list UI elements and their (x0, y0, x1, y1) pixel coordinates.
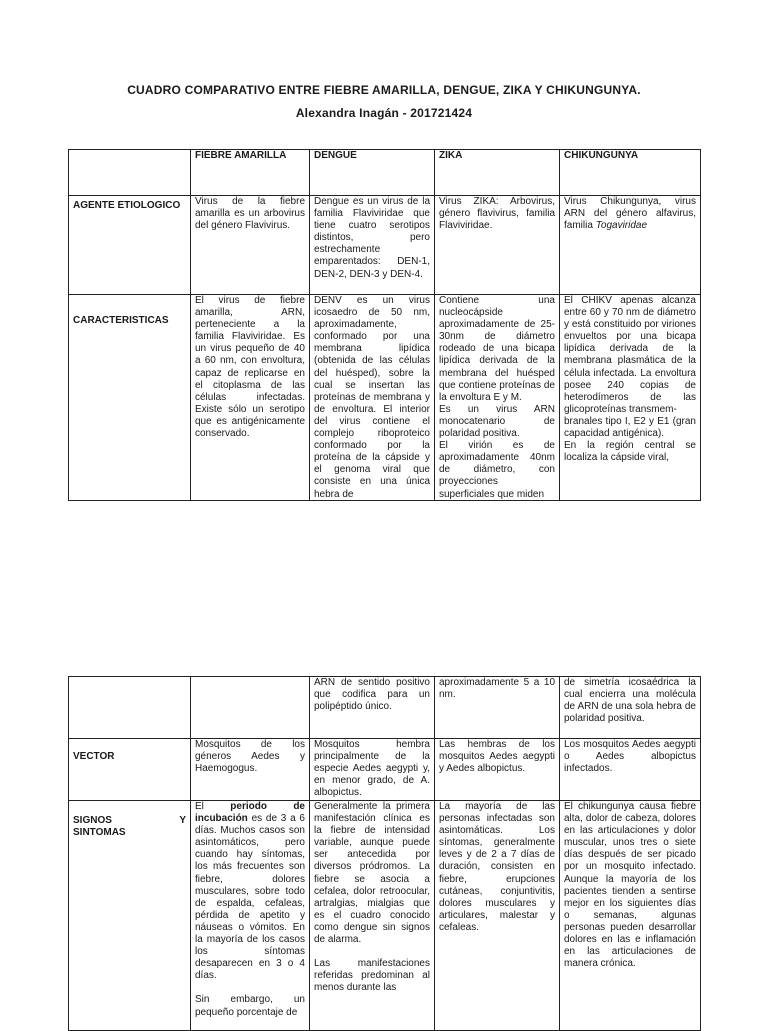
signos-label-line2: SINTOMAS (73, 827, 126, 839)
fiebre-signos-wrap (195, 801, 305, 1029)
chik-caracteristicas-p1: El CHIKV apenas alcanza entre 60 y 70 nm de diámetro y está constituido por viriones envueltos por una bicapa lipídica derivada de la membrana plasmática de la célula infectada. La envoltura posee 240 copias de heterodímeros de las glicoproteínas transmem- (564, 295, 696, 415)
cell-cont-label (69, 677, 191, 739)
cell-vector-chikungunya: Los mosquitos Aedes aegypti o Aedes albopictus infectados. (560, 739, 701, 801)
fiebre-signos-post: es de 3 a 6 días. Muchos casos son asintomáticos, pero cuando hay síntomas, los más frecuentes son fiebre, dolores musculares, sobre todo de espalda, cefaleas, pérdida de apetito y náuseas o vómitos. En la mayoría de los casos los síntomas desaparecen en 3 o 4 días. (195, 813, 305, 982)
zika-signos-text: La mayoría de las personas infectadas son asintomáticas. Los síntomas, generalmente leves y de 2 a 7 días de duración, consisten en fiebre, erupciones cutáneas, conjuntivitis, dolores musculares y articulares, malestar y cefaleas. (439, 801, 555, 933)
cell-agente-chikungunya (560, 196, 701, 295)
row-vector (69, 739, 701, 801)
zika-caracteristicas-p2: Es un virus ARN monocatenario de polaridad positiva. (439, 403, 555, 440)
row-agente-etiologico (69, 196, 701, 295)
row-label-signos (69, 801, 191, 1031)
chik-caracteristicas-wrap (564, 295, 696, 499)
dengue-signos-wrap (314, 801, 430, 1029)
header-empty-cell (69, 150, 191, 196)
document-author: Alexandra Inagán - 201721424 (295, 106, 473, 120)
fiebre-signos-p2: Sin embargo, un pequeño porcentaje de (195, 994, 305, 1018)
paragraph-gap (314, 946, 430, 958)
zika-caracteristicas-p3: El virión es de aproximadamente 40nm de diámetro, con proyecciones superficiales que miden (439, 440, 555, 499)
comparison-table-page-1 (68, 149, 701, 501)
signos-label-line1: SIGNOS Y (73, 815, 186, 826)
fiebre-signos-p1 (195, 801, 305, 982)
header-fiebre-amarilla: FIEBRE AMARILLA (191, 150, 310, 196)
cell-caracteristicas-zika (435, 295, 560, 501)
cell-signos-chikungunya (560, 801, 701, 1031)
cell-vector-fiebre: Mosquitos de los géneros Aedes y Haemogogus. (191, 739, 310, 801)
document-title: CUADRO COMPARATIVO ENTRE FIEBRE AMARILLA, DENGUE, ZIKA Y CHIKUNGUNYA. (127, 83, 641, 97)
cell-agente-zika: Virus ZIKA: Arbovirus, género flavivirus, familia Flaviviridae. (435, 196, 560, 295)
fiebre-signos-pre: El (195, 801, 231, 812)
row-continuacion (69, 677, 701, 739)
header-zika: ZIKA (435, 150, 560, 196)
dengue-signos-p1: Generalmente la primera manifestación clínica es la fiebre de intensidad variable, aunque puede ser antecedida por diversos pródromos. La fiebre se asocia a cefalea, dolor retroocular, artralgias, mialgias que es el cuadro conocido como dengue sin signos de alarma. (314, 801, 430, 946)
cell-agente-dengue: Dengue es un virus de la familia Flaviviridae que tiene cuatro serotipos distintos, pero estrechamente emparentados: DEN-1, DEN-2, DEN-3 y DEN-4. (310, 196, 435, 295)
row-label-caracteristicas (69, 295, 191, 501)
dengue-caracteristicas-text: DENV es un virus icosaedro de 50 nm, aproximadamente, conformado por una membrana lipídica (obtenida de las células del huésped), sobre la cual se insertan las proteínas de membrana y de envoltura. El interior del virus contiene el complejo riboproteico conformado por la proteína de la cápside y el genoma viral que consiste en una única hebra de (314, 295, 430, 499)
row-label-vector: VECTOR (69, 739, 191, 801)
cell-cont-fiebre (191, 677, 310, 739)
cell-caracteristicas-fiebre: El virus de fiebre amarilla, ARN, perteneciente a la familia Flaviviridae. Es un virus pequeño de 40 a 60 nm, con envoltura, capaz de replicarse en el citoplasma de las células infectadas. Existe sólo un serotipo que es antigénicamente conservado. (191, 295, 310, 501)
cell-caracteristicas-dengue (310, 295, 435, 501)
cell-signos-dengue (310, 801, 435, 1031)
cell-vector-dengue: Mosquitos hembra principalmente de la especie Aedes aegypti y, en menor grado, de A. albopictus. (310, 739, 435, 801)
header-dengue: DENGUE (310, 150, 435, 196)
row-caracteristicas (69, 295, 701, 501)
comparison-table-page-2 (68, 676, 701, 1031)
chik-caracteristicas-p2: branales tipo I, E2 y E1 (gran capacidad antigénica). (564, 415, 696, 440)
zika-caracteristicas-wrap (439, 295, 555, 499)
cell-caracteristicas-chikungunya (560, 295, 701, 501)
cell-cont-chikungunya: de simetría icosaédrica la cual encierra una molécula de ARN de una sola hebra de polaridad positiva. (560, 677, 701, 739)
row-label-agente: AGENTE ETIOLOGICO (69, 196, 191, 295)
zika-caracteristicas-p1: Contiene una nucleocápside aproximadamente de 25-30nm de diámetro rodeado de una bicapa lipídica derivada de la membrana del huésped que contiene proteínas de la envoltura E y M. (439, 295, 555, 403)
chik-agente-italic: Togaviridae (595, 220, 648, 232)
cell-cont-dengue: ARN de sentido positivo que codifica para un polipéptido único. (310, 677, 435, 739)
paragraph-gap (195, 982, 305, 994)
cell-signos-zika (435, 801, 560, 1031)
header-chikungunya: CHIKUNGUNYA (560, 150, 701, 196)
row-signos-sintomas (69, 801, 701, 1031)
cell-signos-fiebre (191, 801, 310, 1031)
chik-agente-text: Virus Chikungunya, virus ARN del género alfavirus, familia (564, 196, 696, 232)
fiebre-signos-bold: periodo de incubación (195, 801, 305, 825)
chik-signos-text: El chikungunya causa fiebre alta, dolor de cabeza, dolores en las articulaciones y dolor muscular, unos tres o siete días después de ser picado por un mosquito infectado. Aunque la mayoría de los pacientes tienden a sentirse mejor en los siguientes días o semanas, algunas personas pueden desarrollar dolores en las e inflamación en las articulaciones de manera crónica. (564, 801, 696, 970)
dengue-signos-p2: Las manifestaciones referidas predominan al menos durante las (314, 958, 430, 994)
header-row (69, 150, 701, 196)
cell-cont-zika: aproximadamente 5 a 10 nm. (435, 677, 560, 739)
cell-agente-fiebre: Virus de la fiebre amarilla es un arbovirus del género Flavivirus. (191, 196, 310, 295)
caracteristicas-label-text: CARACTERISTICAS (73, 315, 169, 326)
chik-caracteristicas-p3: En la región central se localiza la cápside viral, (564, 440, 696, 464)
cell-vector-zika: Las hembras de los mosquitos Aedes aegypti y Aedes albopictus. (435, 739, 560, 801)
